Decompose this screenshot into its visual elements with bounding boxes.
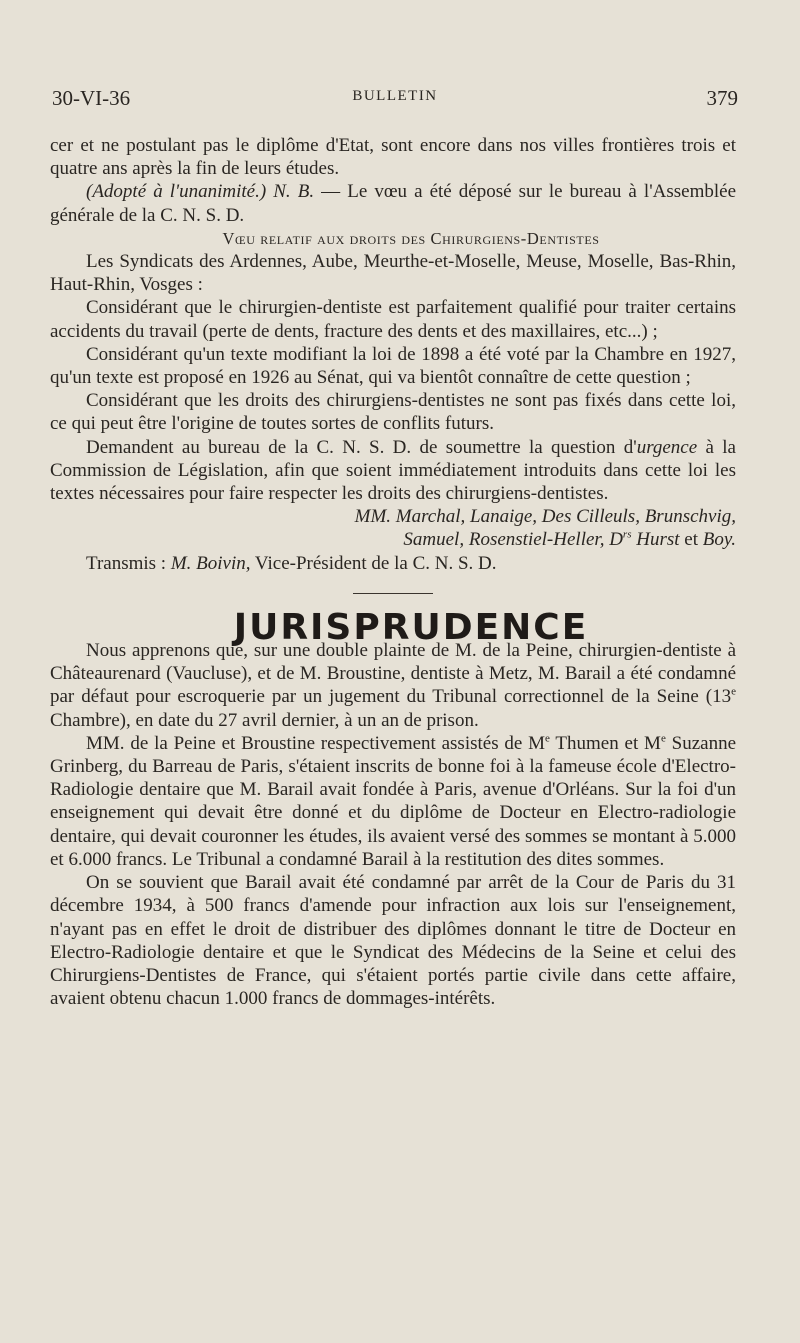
page-number: 379 [706,86,738,110]
jurisprudence-paragraph [50,639,736,732]
voeu-paragraph [50,436,736,506]
paragraph-continued: cer et ne postulant pas le diplôme d'Etat, sont encore dans nos villes frontières trois et quatre ans après la fin de leurs études. [50,135,736,180]
adoption-note-rest: — Le vœu a été déposé sur le bureau à l'Assemblée générale de la C. N. S. D. [50,181,736,226]
header-date: 30-VI-36 [52,86,131,110]
voeu-paragraph: Considérant que le chirurgien-dentiste est parfaitement qualifié pour traiter certains accidents du travail (perte de dents, fracture des dents et des maxillaires, etc...) ; [50,297,736,342]
section-title-jurisprudence: JURISPRUDENCE [233,606,589,648]
jurisprudence-paragraph [50,732,736,871]
adoption-note: (Adopté à l'unanimité.) N. B. [86,181,315,203]
text-run: Demandent au bureau de la C. N. S. D. de soumettre la question d' [86,436,637,458]
text-run: Thumen et M [549,732,661,754]
voeu-paragraph: Considérant que les droits des chirurgiens-dentistes ne sont pas fixés dans cette loi, ce qui peut être l'origine de toutes sortes de conflits futurs. [50,390,736,435]
text-run: à la Commission de Législation, afin que soient immédiatement introduits dans cette loi les textes nécessaires pour faire respecter les droits des chirurgiens-dentistes. [50,436,736,505]
text-run: MM. de la Peine et Broustine respectivement assistés de M [86,732,546,754]
emphasis: urgence [636,436,698,458]
voeu-paragraph: Considérant qu'un texte modifiant la loi de 1898 a été voté par la Chambre en 1927, qu'un texte est proposé en 1926 au Sénat, qui va bientôt connaître de cette question ; [50,343,736,389]
text-run: Hurst [631,529,680,551]
voeu-paragraph: Les Syndicats des Ardennes, Aube, Meurthe-et-Moselle, Meuse, Moselle, Bas-Rhin, Haut-Rhin, Vosges : [50,251,736,296]
text-run: Transmis : [86,552,171,574]
text-run: Nous apprenons que, sur une double plainte de M. de la Peine, chirurgien-dentiste à Châteaurenard (Vaucluse), et de M. Broustine, dentiste à Metz, M. Barail a été condamné par défaut pour escroquerie par un jugement du Tribunal correctionnel de la Seine (13 [50,640,736,708]
text-run: Chambre), en date du 27 avril dernier, à un an de prison. [50,709,479,731]
superscript: e [545,732,550,745]
transmis-line [50,552,736,575]
superscript: rs [622,529,632,542]
text-run: Samuel, Rosenstiel-Heller, D [403,529,623,551]
section-divider [353,593,433,594]
paragraph-adoption [50,180,736,226]
signatories-line-1: MM. Marchal, Lanaige, Des Cilleuls, Brunschvig, [354,506,736,528]
signatories-line-2 [50,528,736,551]
text-run: Vice-Président de la C. N. S. D. [250,552,497,574]
text-run: Suzanne Grinberg, du Barreau de Paris, s'étaient inscrits de bonne foi à la fameuse école d'Electro-Radiologie dentaire que M. Barail avait fondée à Paris, avenue d'Orléans. Sur la foi d'un enseignement qui devait être donné et du diplôme de Docteur en Electro-radiologie dentaire, qui devait couronner les études, ils avaient versé des sommes se montant à 5.000 et 6.000 francs. Le Tribunal a condamné Barail à la restitution des dites sommes. [50,732,736,870]
header-title: BULLETIN [352,88,438,104]
section-title-voeu: Vœu relatif aux droits des Chirurgiens-Dentistes [222,228,600,248]
jurisprudence-paragraph: On se souvient que Barail avait été condamné par arrêt de la Cour de Paris du 31 décembre 1934, à 500 francs d'amende pour infraction aux lois sur l'enseignement, n'ayant pas en effet le droit de distribuer des diplômes donnant le titre de Docteur en Electro-Radiologie dentaire et que le Syndicat des Médecins de la Seine et celui des Chirurgiens-Dentistes de France, qui s'étaient portés partie civile dans cette affaire, avaient obtenu chacun 1.000 francs de dommages-intérêts. [50,872,736,1010]
body-text [50,134,736,1010]
superscript: e [731,686,736,699]
emphasis: M. Boivin, [170,552,251,574]
text-run: Boy. [702,529,736,551]
superscript: e [660,732,666,745]
text-run: et [679,529,703,551]
page-header [52,86,738,116]
